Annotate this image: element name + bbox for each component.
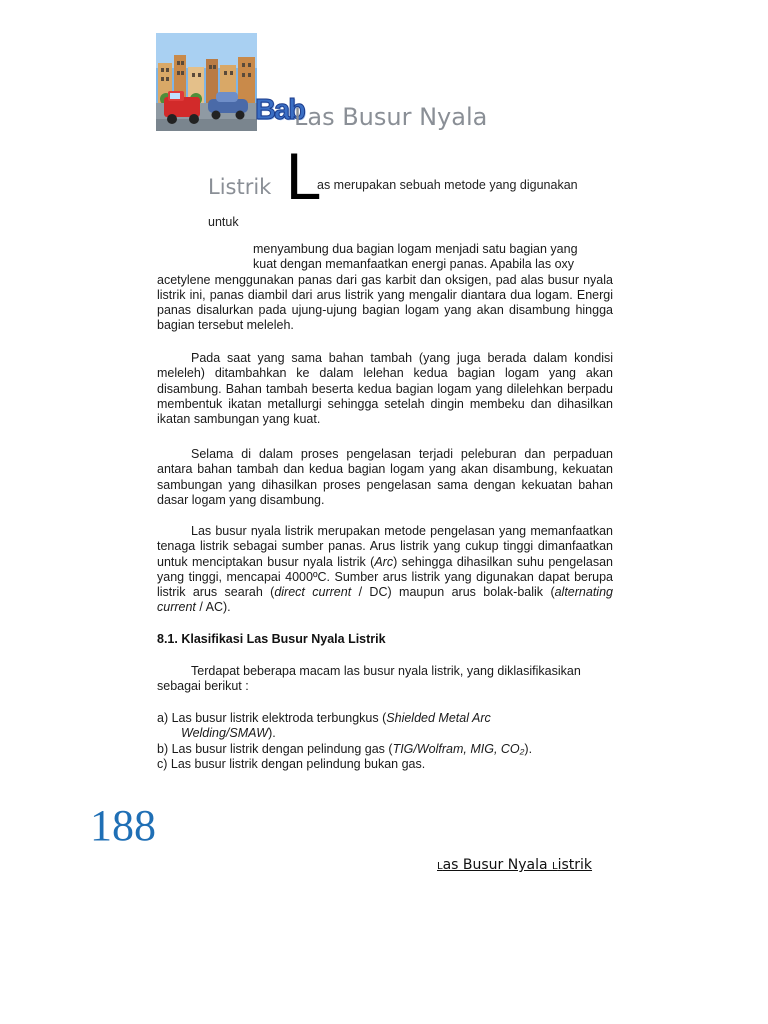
paragraph-4-arc: Arc xyxy=(374,554,394,569)
city-welding-cars-image xyxy=(156,33,257,131)
paragraph-1 xyxy=(157,242,613,334)
list-item-b-end: ). xyxy=(524,741,533,756)
list-item-c: c) Las busur listrik dengan pelindung bukan gas. xyxy=(157,756,426,771)
list-item-a xyxy=(157,711,613,726)
list-item-b-text: b) Las busur listrik dengan pelindung gas ( xyxy=(157,741,393,756)
list-item-a-italic-2: Welding/SMAW xyxy=(181,726,269,741)
running-footer-mid: as Busur Nyala xyxy=(442,857,553,873)
drop-cap-letter: L xyxy=(285,141,320,214)
paragraph-1-line-1: menyambung dua bagian logam menjadi satu bagian yang xyxy=(253,242,578,256)
intro-line-2: untuk xyxy=(208,215,239,229)
section-intro: Terdapat beberapa macam las busur nyala listrik, yang diklasifikasikan sebagai berikut : xyxy=(157,664,581,694)
paragraph-2: Pada saat yang sama bahan tambah (yang juga berada dalam kondisi meleleh) ditambahkan ke dalam lelehan kedua bagian logam yang akan disambung. Bahan tambah beserta kedua bagian logam yang dilelehkan berpadu membentuk ikatan metallurgi sehingga setelah dingin membeku dan dihasilkan ikatan sambungan yang kuat. xyxy=(157,351,613,427)
list-item-a-text: a) Las busur listrik elektroda terbungkus ( xyxy=(157,711,387,725)
classification-list xyxy=(157,711,613,772)
running-footer-l1: L xyxy=(437,861,443,872)
chapter-title-line2: Listrik xyxy=(208,175,272,199)
intro-line-1: as merupakan sebuah metode yang digunakan xyxy=(317,178,578,192)
chapter-label-bab: Bab xyxy=(255,94,304,126)
running-footer-end: istrik xyxy=(557,857,593,873)
paragraph-3: Selama di dalam proses pengelasan terjadi peleburan dan perpaduan antara bahan tambah dan kedua bagian logam yang akan disambung, kekuatan sambungan yang dihasilkan proses pengelasan sama dengan kekuatan bahan dasar logam yang disambung. xyxy=(157,447,613,507)
paragraph-4-dc: direct current xyxy=(274,585,352,600)
chapter-illustration xyxy=(156,33,257,131)
section-heading: 8.1. Klasifikasi Las Busur Nyala Listrik xyxy=(157,632,386,646)
list-item-a-italic-1: Shielded Metal Arc xyxy=(386,711,491,725)
paragraph-4-part-1: Las busur nyala listrik merupakan metode pengelasan yang memanfaatkan tenaga listrik sebagai sumber panas. Arus listrik yang cukup tinggi dimanfaatkan untuk menciptakan busur nyala listrik ( xyxy=(157,524,613,569)
list-item-a-end: ). xyxy=(268,726,276,741)
paragraph-1-rest: acetylene menggunakan panas dari gas karbit dan oksigen, pad alas busur nyala listrik ini, panas diambil dari arus listrik yang mengalir diantara dua logam. Energi panas disalurkan pada ujung-ujung bagian logam yang akan disambung hingga bagian tersebut meleleh. xyxy=(157,272,613,333)
paragraph-4-part-3: / DC) maupun arus bolak-balik ( xyxy=(351,585,555,600)
chapter-title-line1: Las Busur Nyala xyxy=(294,103,488,131)
list-item-b xyxy=(157,742,613,757)
running-footer-l2: L xyxy=(552,861,558,872)
paragraph-4-part-4: / AC). xyxy=(195,600,231,615)
list-item-a-continuation xyxy=(157,726,613,741)
running-footer-title xyxy=(437,857,592,873)
list-item-b-italic: TIG/Wolfram, MIG, CO₂ xyxy=(392,741,525,756)
paragraph-4 xyxy=(157,524,613,616)
paragraph-4-part-2: ) sehingga dihasilkan suhu pengelasan yang tinggi, mencapai 4000ºC. Sumber arus listrik yang digunakan dapat berupa listrik arus searah ( xyxy=(157,554,613,600)
paragraph-1-line-2: kuat dengan memanfaatkan energi panas. Apabila las oxy xyxy=(253,257,575,272)
paragraph-4-ac: alternating current xyxy=(157,585,613,615)
page-number: 188 xyxy=(90,801,156,850)
